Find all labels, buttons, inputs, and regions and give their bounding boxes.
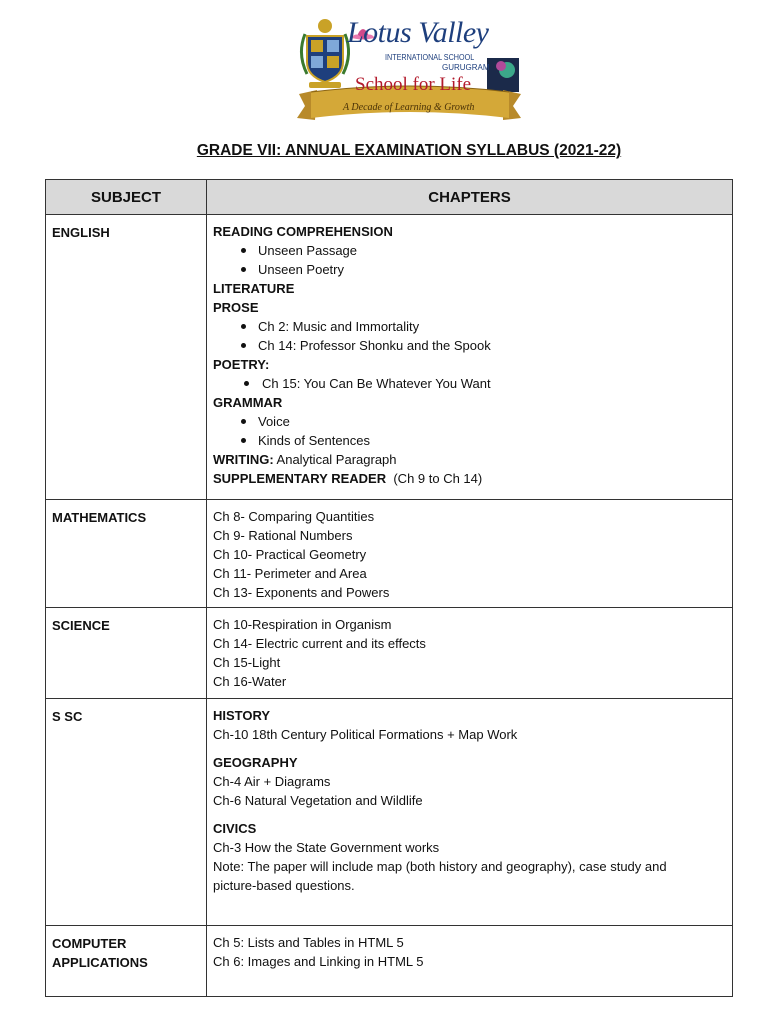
table-row	[46, 215, 733, 500]
list-item: Ch 11- Perimeter and Area	[213, 566, 367, 581]
chapters-computer	[207, 926, 733, 997]
table-row	[46, 926, 733, 997]
table-header-row	[46, 180, 733, 215]
section-heading: POETRY:	[213, 357, 270, 372]
spacer	[213, 744, 726, 753]
list-item: Ch 6: Images and Linking in HTML 5	[213, 954, 424, 969]
list-item: Ch-10 18th Century Political Formations + Map Work	[213, 727, 518, 742]
list-item: Ch 14: Professor Shonku and the Spook	[213, 336, 726, 355]
list-item: Ch 15: You Can Be Whatever You Want	[213, 374, 726, 393]
spacer	[213, 810, 726, 819]
table-row	[46, 500, 733, 608]
school-city: GURUGRAM	[442, 63, 490, 72]
chapters-mathematics	[207, 500, 733, 608]
list-item: Ch 9- Rational Numbers	[213, 528, 353, 543]
subject-english: ENGLISH	[46, 215, 207, 500]
writing-label: WRITING:	[213, 452, 274, 467]
list-item: Ch 10- Practical Geometry	[213, 547, 367, 562]
list-item: Unseen Passage	[213, 241, 726, 260]
list-item: Ch 8- Comparing Quantities	[213, 509, 375, 524]
school-tagline: School for Life	[355, 74, 472, 95]
list-item: Unseen Poetry	[213, 260, 726, 279]
list-item: Ch-6 Natural Vegetation and Wildlife	[213, 793, 423, 808]
section-heading: LITERATURE	[213, 281, 295, 296]
note-text: Note: The paper will include map (both history and geography), case study and picture-based questions.	[213, 859, 667, 893]
list-item: Ch 10-Respiration in Organism	[213, 617, 392, 632]
chapters-science	[207, 608, 733, 699]
list-item: Ch-3 How the State Government works	[213, 840, 440, 855]
table-row	[46, 699, 733, 926]
header-subject: SUBJECT	[46, 180, 207, 215]
writing-text: Analytical Paragraph	[273, 452, 397, 467]
section-heading: HISTORY	[213, 708, 271, 723]
section-heading: PROSE	[213, 300, 259, 315]
chapters-ssc	[207, 699, 733, 926]
document-title: GRADE VII: ANNUAL EXAMINATION SYLLABUS (2021-22)	[196, 142, 622, 159]
list-item: Ch 2: Music and Immortality	[213, 317, 726, 336]
syllabus-table	[45, 179, 733, 997]
list-item: Voice	[213, 412, 726, 431]
list-item: Ch-4 Air + Diagrams	[213, 774, 331, 789]
subject-computer: COMPUTER APPLICATIONS	[46, 926, 207, 997]
school-logo	[297, 14, 523, 126]
subject-ssc: S SC	[46, 699, 207, 926]
writing-line	[213, 450, 726, 469]
list-item: Ch 13- Exponents and Powers	[213, 585, 390, 600]
header-chapters: CHAPTERS	[207, 180, 733, 215]
subject-mathematics: MATHEMATICS	[46, 500, 207, 608]
ribbon-text: A Decade of Learning & Growth	[343, 102, 475, 113]
school-subtitle: INTERNATIONAL SCHOOL	[385, 53, 475, 62]
list-item: Kinds of Sentences	[213, 431, 726, 450]
chapters-english	[207, 215, 733, 500]
supplementary-label: SUPPLEMENTARY READER	[213, 471, 387, 486]
list-item: Ch 5: Lists and Tables in HTML 5	[213, 935, 404, 950]
section-heading: GEOGRAPHY	[213, 755, 298, 770]
subject-science: SCIENCE	[46, 608, 207, 699]
supplementary-text: (Ch 9 to Ch 14)	[386, 471, 483, 486]
section-heading: READING COMPREHENSION	[213, 224, 393, 239]
list-item: Ch 15-Light	[213, 655, 281, 670]
supplementary-line	[213, 469, 726, 488]
section-heading: CIVICS	[213, 821, 257, 836]
school-name: Lotus Valley	[347, 16, 489, 49]
list-item: Ch 16-Water	[213, 674, 287, 689]
section-heading: GRAMMAR	[213, 395, 283, 410]
list-item: Ch 14- Electric current and its effects	[213, 636, 426, 651]
table-row	[46, 608, 733, 699]
